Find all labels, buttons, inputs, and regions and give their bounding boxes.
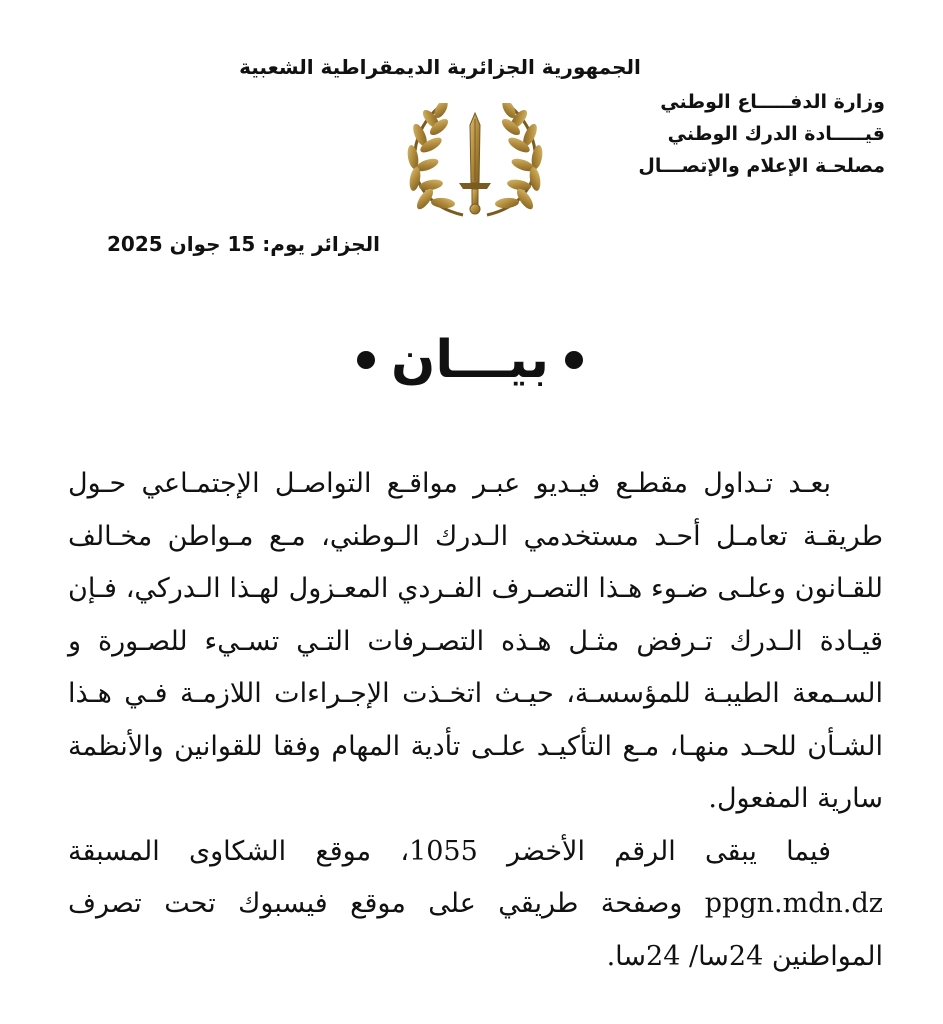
complaints-url: ppgn.mdn.dz xyxy=(704,888,883,919)
title-row xyxy=(300,320,640,400)
paragraph-2-part-1: فيما يبقى الرقم الأخضر 1055، موقع الشكاوى المسبقة xyxy=(68,835,831,867)
sword-icon xyxy=(459,113,491,214)
service-name: مصلحـة الإعلام والإتصـــال xyxy=(638,155,885,177)
paragraph-1: بعـد تـداول مقطـع فيـديو عبـر مواقـع التواصـل الإجتمـاعي حـول طريقـة تعامـل أحـد مستخدمي الـدرك الـوطني، مـع مـواطن مخـالف للقـانون وعلـى ضـوء هـذا التصـرف الفـردي المعـزول لهـذا الـدركي، فـإن قيـادة الـدرك تـرفض مثـل هـذه التصـرفات التـي تسـيء للصـورة و السـمعة الطيبـة للمؤسسـة، حيـث اتخـذت الإجـراءات اللازمـة فـي هـذا الشـأن للحـد منهـا، مـع التأكيـد علـى تأدية المهام وفقا للقوانين والأنظمة سارية المفعول. xyxy=(68,468,883,814)
laurel-left-icon xyxy=(406,103,463,215)
ministry-name: وزارة الدفـــــاع الوطني xyxy=(660,91,885,113)
laurel-right-icon xyxy=(487,103,544,215)
page-title: بيـــان xyxy=(391,330,549,390)
command-name: قيـــــادة الدرك الوطني xyxy=(667,123,885,145)
bullet-icon xyxy=(357,351,375,369)
republic-header: الجمهورية الجزائرية الديمقراطية الشعبية xyxy=(239,55,641,79)
paragraph-2 xyxy=(68,826,883,984)
bullet-icon xyxy=(565,351,583,369)
laurel-sword-emblem-icon xyxy=(405,103,545,221)
statement-body xyxy=(68,458,883,983)
ministry-header-block xyxy=(585,86,885,182)
paragraph-2-part-2: وصفحة طريقي على موقع فيسبوك تحت تصرف المواطنين 24سا/ 24سا. xyxy=(68,888,883,972)
issue-date: الجزائر يوم: 15 جوان 2025 xyxy=(107,232,380,256)
